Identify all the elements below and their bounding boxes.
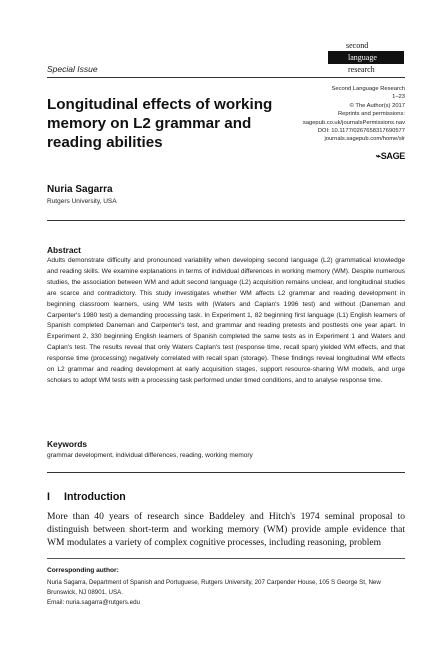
header-rule bbox=[47, 77, 405, 78]
meta-journal-link[interactable]: journals.sagepub.com/home/slr bbox=[324, 136, 405, 143]
publisher-logo-text: SAGE bbox=[380, 151, 405, 161]
journal-logo bbox=[328, 40, 404, 75]
section-number: I bbox=[47, 491, 50, 503]
section-rule bbox=[47, 472, 405, 473]
publisher-logo bbox=[376, 150, 405, 162]
meta-pages: 1–23 bbox=[392, 94, 405, 101]
keywords-text: grammar development, individual differences, reading, working memory bbox=[47, 452, 253, 459]
introduction-text: More than 40 years of research since Baddeley and Hitch's 1974 seminal proposal to distinguish between short-term and working memory (WM) provide ample evidence that WM modulates a variety of complex cognitive processes, including reasoning, problem bbox=[47, 511, 405, 549]
corresponding-email[interactable]: Email: nuria.sagarra@rutgers.edu bbox=[47, 599, 140, 607]
author-name: Nuria Sagarra bbox=[47, 184, 113, 195]
meta-journal: Second Language Research bbox=[331, 86, 405, 92]
introduction-heading bbox=[47, 491, 126, 503]
meta-reprints: Reprints and permissions: bbox=[337, 111, 405, 118]
keywords-heading: Keywords bbox=[47, 439, 88, 449]
section-title: Introduction bbox=[64, 491, 126, 503]
section-label: Special Issue bbox=[47, 64, 98, 74]
title-rule bbox=[47, 220, 405, 221]
meta-doi[interactable]: DOI: 10.1177/0267658317690577 bbox=[317, 128, 405, 135]
article-meta bbox=[303, 85, 405, 144]
article-title: Longitudinal effects of working memory on L2 grammar and reading abilities bbox=[47, 96, 273, 151]
sage-mark-icon: ⌁ bbox=[375, 151, 381, 161]
corresponding-address: Nuria Sagarra, Department of Spanish and Portuguese, Rutgers University, 207 Carpender House, 105 S George St, New Brunswick, NJ 08901, USA. bbox=[47, 579, 381, 597]
meta-reprints-link[interactable]: sagepub.co.uk/journalsPermissions.nav bbox=[302, 119, 405, 126]
corresponding-block bbox=[47, 578, 405, 609]
footnote-rule bbox=[47, 558, 405, 559]
journal-logo-line1: second bbox=[328, 40, 404, 52]
abstract-text: Adults demonstrate difficulty and pronounced variability when developing second language (L2) grammatical knowledge and reading skills. We examine explanations in terms of individual differences in working memory (WM). Despite numerous studies, the association between WM and adult second language (L2) acquisition remains unclear, and longitudinal studies are scarce and contradictory. This study investigates whether WM affects L2 grammar and reading development in beginning classroom learners, using WM tests with (Waters and Caplan's 1996 test) and without (Daneman and Carpenter's 1980 test) a demanding processing task. In Experiment 1, 82 beginning first language (L1) English learners of Spanish completed Daneman and Carpenter's test, and grammar and reading pretests and posttests one year apart. In Experiment 2, 330 beginning English learners of Spanish completed the same tests as in Experiment 1 and Waters and Caplan's test. The results reveal that only Waters Caplan's test (response time, recall span) yielded WM effects, and that response time (processing) negatively correlated with recall span (storage). These findings reveal longitudinal WM effects on L2 grammar and reading development at early acquisition stages, support resource-sharing WM models, and urge scholars to adopt WM tests with a processing task performed under timed conditions, and to analyse response time. bbox=[47, 257, 405, 384]
journal-logo-line2: language bbox=[328, 52, 404, 63]
meta-copyright: © The Author(s) 2017 bbox=[349, 102, 405, 109]
journal-logo-line3: research bbox=[328, 63, 404, 75]
corresponding-heading: Corresponding author: bbox=[47, 567, 119, 574]
author-affiliation: Rutgers University, USA bbox=[47, 198, 117, 205]
abstract-heading: Abstract bbox=[47, 245, 81, 255]
